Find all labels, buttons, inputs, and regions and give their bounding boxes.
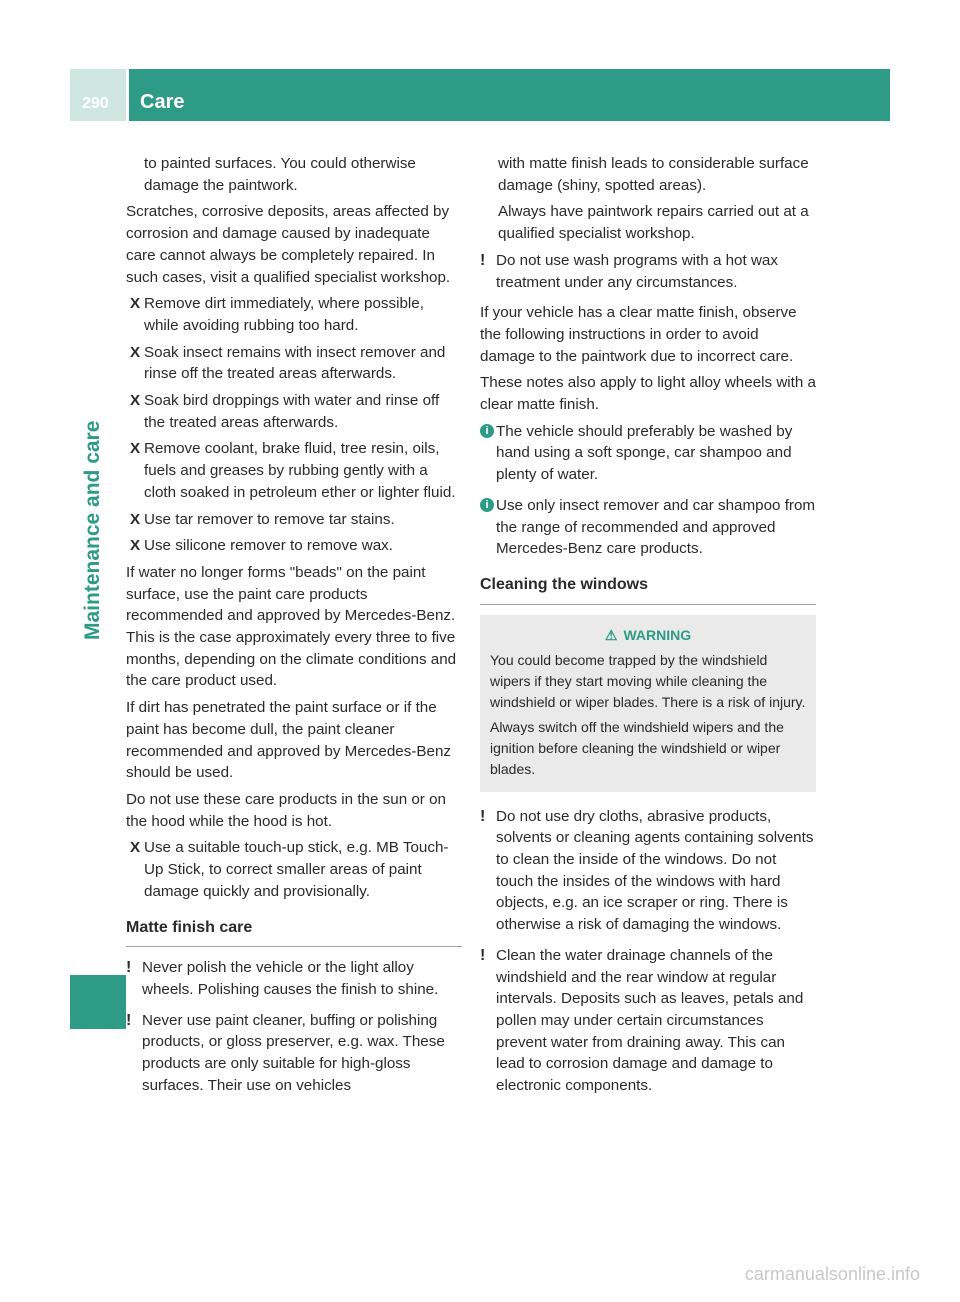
arrow-icon: X [130, 343, 141, 361]
caution-note: ! Never polish the vehicle or the light alloy wheels. Polishing causes the finish to shine. [126, 959, 439, 998]
instruction-item: X Use tar remover to remove tar stains. [126, 509, 462, 531]
side-tab-label: Maintenance and care [81, 420, 104, 640]
heading-cleaning-windows: Cleaning the windows [480, 574, 816, 605]
paragraph: If dirt has penetrated the paint surface or if the paint has become dull, the paint cleaner recommended and approved by Mercedes-Benz should be used. [126, 699, 452, 782]
caution-note: ! Never use paint cleaner, buffing or polishing products, or gloss preserver, e.g. wax. These products are only suitable for high-gloss surfaces. Their use on vehicles [126, 1011, 445, 1094]
arrow-icon: X [130, 295, 141, 313]
paragraph: with matte finish leads to considerable surface damage (shiny, spotted areas). [498, 155, 809, 194]
heading-matte-finish: Matte finish care [126, 917, 462, 948]
left-column [126, 153, 462, 1105]
warning-text: Always switch off the windshield wipers and the ignition before cleaning the windshield or wiper blades. [490, 718, 784, 777]
arrow-icon: X [130, 440, 141, 458]
info-note: i Use only insect remover and car shampoo from the range of recommended and approved Mercedes-Benz care products. [480, 495, 816, 560]
exclamation-icon: ! [480, 946, 486, 964]
paragraph: Always have paintwork repairs carried out at a qualified specialist workshop. [498, 203, 809, 243]
warning-text: You could become trapped by the windshield wipers if they start moving while cleaning the windshield or wiper blades. There is a risk of injury. [490, 651, 806, 710]
page-number: 290 [82, 95, 109, 112]
caution-note: ! Do not use wash programs with a hot wax treatment under any circumstances. [480, 251, 778, 291]
paragraph: If water no longer forms "beads" on the paint surface, use the paint care products recommended and approved by Mercedes-Benz. This is the case approximately every three to five months, depending on the climate conditions and the care product used. [126, 563, 457, 690]
exclamation-icon: ! [126, 959, 132, 977]
section-title: Care [140, 91, 185, 113]
warning-triangle-icon: ⚠ [604, 626, 618, 643]
warning-box [480, 615, 816, 792]
instruction-item: X Soak insect remains with insect remover and rinse off the treated areas afterwards. [130, 343, 446, 383]
exclamation-icon: ! [126, 1011, 132, 1029]
instruction-item: X Soak bird droppings with water and rinse off the treated areas afterwards. [130, 392, 440, 431]
exclamation-icon: ! [480, 807, 486, 825]
paragraph: If your vehicle has a clear matte finish, observe the following instructions in order to avoid damage to the paintwork due to incorrect care. [480, 304, 797, 365]
exclamation-icon: ! [480, 251, 486, 269]
right-column [480, 153, 816, 1106]
arrow-icon: X [130, 537, 141, 555]
caution-note: ! Do not use dry cloths, abrasive products, solvents or cleaning agents containing solvents to clean the inside of the windows. Do not touch the insides of the windows with hard objects, e.g. an ice scraper or ring. There is otherwise a risk of damaging the windows. [480, 807, 814, 934]
instruction-item: X Use a suitable touch-up stick, e.g. MB Touch-Up Stick, to correct smaller areas of paint damage quickly and provisionally. [130, 839, 449, 900]
info-note: i The vehicle should preferably be washed by hand using a soft sponge, car shampoo and plenty of water. [480, 421, 816, 486]
instruction-item: X Remove dirt immediately, where possible, while avoiding rubbing too hard. [130, 295, 424, 334]
header-bar [70, 69, 890, 121]
paragraph: Do not use these care products in the sun or on the hood while the hood is hot. [126, 790, 446, 830]
caution-note: ! Clean the water drainage channels of the windshield and the rear window at regular intervals. Deposits such as leaves, petals and pollen may under certain circumstances prevent water from draining away. This can lead to corrosion damage and damage to electronic components. [480, 946, 804, 1095]
page-number-box [70, 69, 126, 121]
arrow-icon: X [130, 510, 141, 528]
info-icon: i [480, 498, 494, 512]
paragraph: to painted surfaces. You could otherwise damage the paintwork. [144, 155, 416, 194]
info-icon: i [480, 424, 494, 438]
warning-title: ⚠ WARNING [490, 625, 806, 646]
arrow-icon: X [130, 839, 141, 857]
arrow-icon: X [130, 392, 141, 410]
footer-watermark: carmanualsonline.info [744, 1264, 920, 1284]
header-divider [126, 69, 129, 121]
side-tab-marker [70, 975, 126, 1029]
instruction-item: X Remove coolant, brake fluid, tree resin, oils, fuels and greases by rubbing gently with a cloth soaked in petroleum ether or lighter fluid. [130, 440, 456, 501]
paragraph: Scratches, corrosive deposits, areas affected by corrosion and damage caused by inadequate care cannot always be completely repaired. In such cases, visit a qualified specialist workshop. [126, 203, 451, 286]
instruction-item: X Use silicone remover to remove wax. [126, 535, 462, 557]
paragraph: These notes also apply to light alloy wheels with a clear matte finish. [480, 374, 817, 414]
